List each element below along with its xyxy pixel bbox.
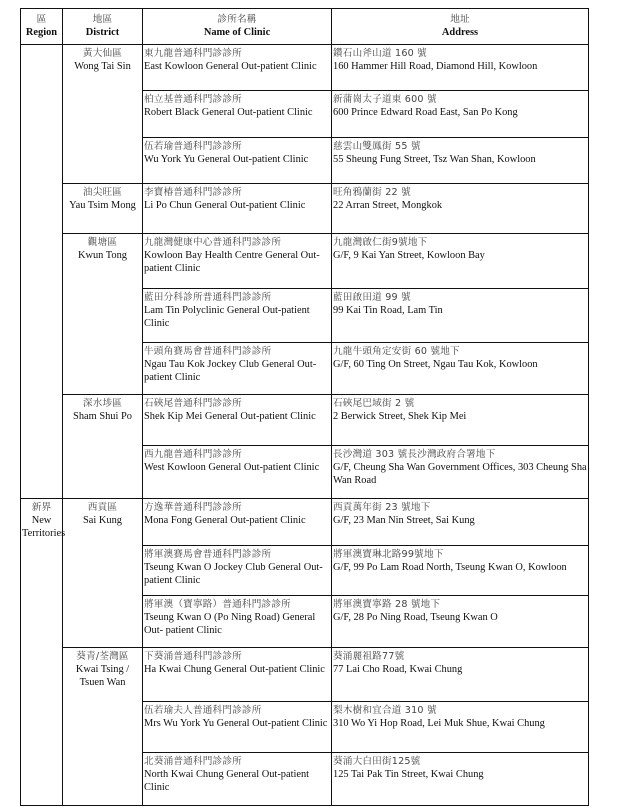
district-cell xyxy=(63,184,143,234)
district-en: Sham Shui Po xyxy=(73,411,132,422)
clinic-name-cell xyxy=(143,446,332,499)
district-cell xyxy=(63,234,143,395)
address-en: 600 Prince Edward Road East, San Po Kong xyxy=(333,107,518,118)
district-en: Sai Kung xyxy=(83,515,122,526)
header-clinic-name-en: Name of Clinic xyxy=(203,27,271,38)
clinic-name-en: Mrs Wu York Yu General Out-patient Clinic xyxy=(144,718,328,729)
address-cell xyxy=(332,45,589,91)
header-region-en: Region xyxy=(25,27,58,38)
header-address-en: Address xyxy=(441,27,479,38)
clinic-name-en: Shek Kip Mei General Out-patient Clinic xyxy=(144,411,316,422)
address-zh: 將軍澳寶寧路 28 號地下 xyxy=(333,599,441,610)
clinic-name-en: Wu York Yu General Out-patient Clinic xyxy=(144,154,309,165)
address-en: G/F, 23 Man Nin Street, Sai Kung xyxy=(333,515,475,526)
address-cell xyxy=(332,546,589,596)
district-zh: 深水埗區 xyxy=(82,398,123,409)
clinic-name-zh: 東九龍普通科門診診所 xyxy=(144,48,242,59)
clinic-name-cell xyxy=(143,753,332,806)
address-zh: 九龍牛頭角定安街 60 號地下 xyxy=(333,346,460,357)
address-en: 99 Kai Tin Road, Lam Tin xyxy=(333,305,443,316)
address-zh: 慈雲山雙鳳街 55 號 xyxy=(333,141,421,152)
clinic-name-en: Ngau Tau Kok Jockey Club General Out-patient Clinic xyxy=(144,359,317,383)
clinic-name-zh: 九龍灣健康中心普通科門診診所 xyxy=(144,237,282,248)
address-en: 77 Lai Cho Road, Kwai Chung xyxy=(333,664,463,675)
clinic-name-zh: 牛頭角賽馬會普通科門診診所 xyxy=(144,346,272,357)
district-zh: 油尖旺區 xyxy=(82,187,123,198)
clinic-name-en: East Kowloon General Out-patient Clinic xyxy=(144,61,317,72)
clinic-name-cell xyxy=(143,546,332,596)
address-zh: 西貢萬年街 23 號地下 xyxy=(333,502,431,513)
clinic-name-cell xyxy=(143,395,332,446)
district-zh: 黃大仙區 xyxy=(82,48,123,59)
address-zh: 長沙灣道 303 號長沙灣政府合署地下 xyxy=(333,449,496,460)
address-cell xyxy=(332,648,589,702)
header-address-zh: 地址 xyxy=(450,14,470,25)
clinic-name-en: Ha Kwai Chung General Out-patient Clinic xyxy=(144,664,325,675)
address-zh: 藍田啟田道 99 號 xyxy=(333,292,411,303)
clinic-name-cell xyxy=(143,702,332,753)
header-district-en: District xyxy=(85,27,120,38)
region-en: New Territories xyxy=(22,515,66,539)
clinic-name-zh: 將軍澳（寶寧路）普通科門診診所 xyxy=(144,599,291,610)
address-en: G/F, Cheung Sha Wan Government Offices, 303 Cheung Sha Wan Road xyxy=(333,462,587,486)
clinic-name-cell xyxy=(143,499,332,546)
table-row xyxy=(21,395,589,446)
clinic-name-en: Li Po Chun General Out-patient Clinic xyxy=(144,200,306,211)
address-zh: 梨木樹和宜合道 310 號 xyxy=(333,705,437,716)
clinic-name-en: Tseung Kwan O Jockey Club General Out-patient Clinic xyxy=(144,562,323,586)
clinic-table xyxy=(20,8,589,806)
table-row xyxy=(21,648,589,702)
address-en: G/F, 60 Ting On Street, Ngau Tau Kok, Kowloon xyxy=(333,359,538,370)
clinic-name-zh: 伍若瑜夫人普通科門診診所 xyxy=(144,705,262,716)
address-en: 55 Sheung Fung Street, Tsz Wan Shan, Kowloon xyxy=(333,154,536,165)
district-cell xyxy=(63,499,143,648)
table-row xyxy=(21,499,589,546)
address-en: G/F, 28 Po Ning Road, Tseung Kwan O xyxy=(333,612,498,623)
clinic-name-zh: 將軍澳賽馬會普通科門診診所 xyxy=(144,549,272,560)
district-cell xyxy=(63,648,143,806)
region-zh: 新界 xyxy=(31,502,52,513)
clinic-name-zh: 李寶椿普通科門診診所 xyxy=(144,187,242,198)
address-en: 125 Tai Pak Tin Street, Kwai Chung xyxy=(333,769,484,780)
clinic-name-zh: 藍田分科診所普通科門診診所 xyxy=(144,292,272,303)
address-zh: 葵涌麗祖路77號 xyxy=(333,651,405,662)
address-en: 22 Arran Street, Mongkok xyxy=(333,200,443,211)
clinic-name-en: West Kowloon General Out-patient Clinic xyxy=(144,462,320,473)
clinic-name-zh: 西九龍普通科門診診所 xyxy=(144,449,242,460)
address-cell xyxy=(332,596,589,648)
address-zh: 旺角鴉蘭街 22 號 xyxy=(333,187,411,198)
clinic-name-cell xyxy=(143,596,332,648)
address-cell xyxy=(332,289,589,343)
clinic-name-cell xyxy=(143,234,332,289)
address-zh: 石硤尾巴域街 2 號 xyxy=(333,398,415,409)
clinic-name-cell xyxy=(143,343,332,395)
header-region-zh: 區 xyxy=(36,14,47,25)
district-en: Kwun Tong xyxy=(77,250,127,261)
address-cell xyxy=(332,446,589,499)
header-clinic-name xyxy=(143,9,332,45)
address-en: 160 Hammer Hill Road, Diamond Hill, Kowloon xyxy=(333,61,538,72)
clinic-name-cell xyxy=(143,91,332,138)
clinic-name-zh: 下葵涌普通科門診診所 xyxy=(144,651,242,662)
header-region xyxy=(21,9,63,45)
clinic-name-en: North Kwai Chung General Out-patient Clinic xyxy=(144,769,310,793)
district-zh: 西貢區 xyxy=(87,502,118,513)
district-cell xyxy=(63,45,143,184)
address-cell xyxy=(332,499,589,546)
header-clinic-name-zh: 診所名稱 xyxy=(217,14,257,25)
address-zh: 新蒲崗太子道東 600 號 xyxy=(333,94,437,105)
clinic-name-zh: 伍若瑜普通科門診診所 xyxy=(144,141,242,152)
address-cell xyxy=(332,91,589,138)
clinic-name-cell xyxy=(143,138,332,184)
address-en: G/F, 99 Po Lam Road North, Tseung Kwan O, Kowloon xyxy=(333,562,567,573)
clinic-name-cell xyxy=(143,648,332,702)
clinic-name-en: Mona Fong General Out-patient Clinic xyxy=(144,515,306,526)
header-district-zh: 地區 xyxy=(92,14,113,25)
table-row xyxy=(21,184,589,234)
address-en: 2 Berwick Street, Shek Kip Mei xyxy=(333,411,467,422)
address-zh: 鑽石山斧山道 160 號 xyxy=(333,48,427,59)
district-zh: 葵青/荃灣區 xyxy=(76,651,129,662)
address-en: 310 Wo Yi Hop Road, Lei Muk Shue, Kwai Chung xyxy=(333,718,545,729)
clinic-name-zh: 石硤尾普通科門診診所 xyxy=(144,398,242,409)
clinic-name-en: Tseung Kwan O (Po Ning Road) General Out- patient Clinic xyxy=(144,612,316,636)
table-row xyxy=(21,45,589,91)
district-zh: 觀塘區 xyxy=(87,237,118,248)
header-address xyxy=(332,9,589,45)
address-cell xyxy=(332,234,589,289)
address-cell xyxy=(332,343,589,395)
district-cell xyxy=(63,395,143,499)
region-cell xyxy=(21,45,63,499)
address-zh: 葵涌大白田街125號 xyxy=(333,756,421,767)
clinic-name-cell xyxy=(143,184,332,234)
district-en: Wong Tai Sin xyxy=(74,61,131,72)
district-en: Yau Tsim Mong xyxy=(69,200,136,211)
clinic-name-zh: 柏立基普通科門診診所 xyxy=(144,94,242,105)
address-cell xyxy=(332,753,589,806)
clinic-name-zh: 北葵涌普通科門診診所 xyxy=(144,756,242,767)
address-cell xyxy=(332,138,589,184)
address-cell xyxy=(332,395,589,446)
table-header-row xyxy=(21,9,589,45)
table-row xyxy=(21,234,589,289)
address-cell xyxy=(332,702,589,753)
clinic-name-en: Lam Tin Polyclinic General Out-patient Clinic xyxy=(144,305,310,329)
address-zh: 九龍灣啟仁街9號地下 xyxy=(333,237,428,248)
clinic-name-en: Kowloon Bay Health Centre General Out-patient Clinic xyxy=(144,250,320,274)
clinic-name-cell xyxy=(143,45,332,91)
address-cell xyxy=(332,184,589,234)
region-cell xyxy=(21,499,66,806)
address-zh: 將軍澳寶琳北路99號地下 xyxy=(333,549,444,560)
district-en: Kwai Tsing / Tsuen Wan xyxy=(75,664,130,688)
address-en: G/F, 9 Kai Yan Street, Kowloon Bay xyxy=(333,250,485,261)
clinic-name-zh: 方逸華普通科門診診所 xyxy=(144,502,242,513)
header-district xyxy=(63,9,143,45)
clinic-name-en: Robert Black General Out-patient Clinic xyxy=(144,107,313,118)
clinic-name-cell xyxy=(143,289,332,343)
